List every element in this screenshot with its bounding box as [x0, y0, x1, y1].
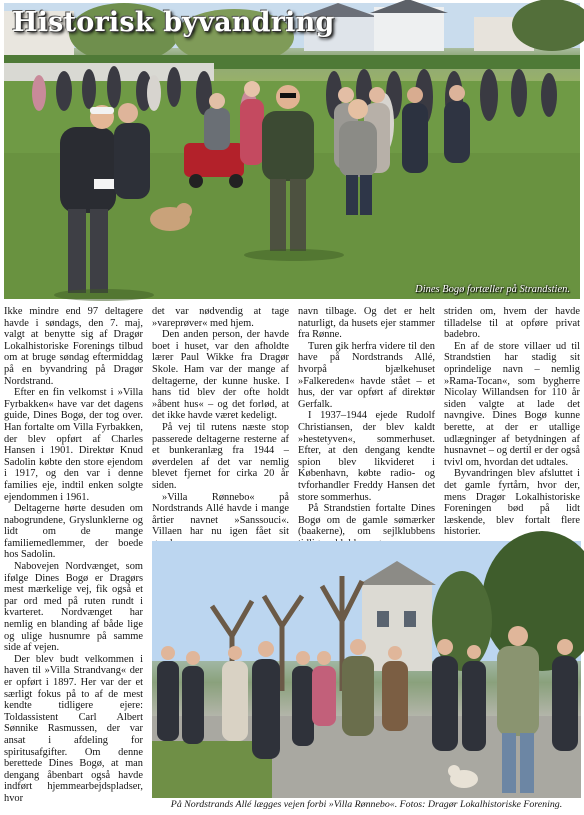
paragraph: Nabovejen Nordvænget, som ifølge Dines Bogø er Dragørs mest mærkelige vej, fik også et par ord med på ruten rundt i kvarteret. Nordvænget har nemlig en blanding af både lige og ulige husnumre på samme side af vejen.: [4, 561, 143, 654]
paragraph: Efter en fin velkomst i »Villa Fyrbakken« have var det dagens guide, Dines Bogø, der tog over. Han fortalte om Villa Fyrbakken, der blev opført af Charles Hansen i 1901. Direktør Knud Sadolin købte den store ejendom i 1917, og den var i denne families eje, indtil enken solgte ejendommen i 1961.: [4, 387, 143, 503]
article-column-3: [298, 306, 435, 538]
article-column-4: [444, 306, 580, 538]
photo-bottom: [152, 541, 581, 798]
paragraph: Den anden person, der havde boet i huset, var den afholdte lærer Paul Wikke fra Dragør Skole. Ham var der mange af deltagerne, der kunne huske. I hans tid blev der ofte holdt »åbent hus« – og det forlød, at det ikke havde været kedeligt.: [152, 329, 289, 422]
paragraph: Byvandringen blev afsluttet i det gamle fyrtårn, hvor der, mens Dragør Lokalhistoriske Foreningen bød på lidt læskende, blev fortalt flere historier.: [444, 468, 580, 538]
paragraph: Der blev budt velkommen i haven til »Villa Strandvang« der er opført i 1897. Her var der et særligt fokus på to af de mest kendte tidligere ejere: Toldassistent Carl Albert Sønnike Rasmussen, der var ansat i afdeling for spiritusafgifter. Om denne berettede Dines Bogø, at man dengang åbenbart også havde indført hjemmearbejdspladser, hvor: [4, 653, 143, 804]
paragraph: På Strandstien fortalte Dines Bogø om de gamle sømærker (baakerne), om sejlklubbens: [298, 503, 435, 538]
photo-top-scene: [4, 3, 580, 299]
paragraph: Ikke mindre end 97 deltagere havde i søndags, den 7. maj, valgt at benytte sig af Dragør Lokalhistoriske Forenings tilbud om at bruge søndag eftermiddag på en byvandring på Dragør Nordstrand.: [4, 306, 143, 387]
photo-top-caption: Dines Bogø fortæller på Strandstien.: [415, 284, 570, 295]
article-column-1: [4, 306, 143, 812]
paragraph: Deltagerne hørte desuden om nabogrundene, Gryslunklerne og lidt om de mange familiemedlemmer, der boede hos Sadolin.: [4, 503, 143, 561]
paragraph: striden om, hvem der havde tilladelse til at opføre privat badebro.: [444, 306, 580, 341]
photo-top: [4, 3, 580, 299]
article-headline: Historisk byvandring: [12, 7, 335, 38]
photo-bottom-caption: På Nordstrands Allé lægges vejen forbi »Villa Rønnebo«. Fotos: Dragør Lokalhistoriske Forening.: [170, 799, 563, 810]
paragraph: det var nødvendig at tage »vareprøver« med hjem.: [152, 306, 289, 329]
paragraph: En af de store villaer ud til Strandstien har stadig sit oprindelige navn – nemlig »Rama-Tocan«, som bygherre Nicolay Willandsen for 110 år siden valgte at lade det navngive. Dines Bogø kunne berette, at der er utallige udlægninger af betydningen af husnavnet – og dertil er der også tvivl om, hvordan det udtales.: [444, 340, 580, 468]
paragraph: På vej til rutens næste stop passerede deltagerne resterne af et bunkeranlæg fra 1944 – øverdelen af det var nemlig blevet fjernet for cirka 20 år siden.: [152, 421, 289, 491]
paragraph: I 1937–1944 ejede Rudolf Christiansen, der blev kaldt »hestetyven«, sommerhuset. Efter, at den dengang kendte spion blev likvideret i København, købte radio- og tvforhandler Freddy Hansen det store sommerhus.: [298, 410, 435, 503]
paragraph: Turen gik herfra videre til den have på Nordstrands Allé, hvorpå bjælkehuset »Falkereden« havde stået – et hus, der var opført af direktør Gerfalk.: [298, 340, 435, 410]
paragraph: navn tilbage. Og det er helt naturligt, da husets ejer stammer fra Rønne.: [298, 306, 435, 341]
photo-bottom-scene: [152, 541, 581, 798]
paragraph: »Villa Rønnebo« på Nordstrands Allé havde i mange årtier navnet »Sanssouci«. Villaen har nu igen fået sit: [152, 491, 289, 538]
article-column-2: [152, 306, 289, 538]
